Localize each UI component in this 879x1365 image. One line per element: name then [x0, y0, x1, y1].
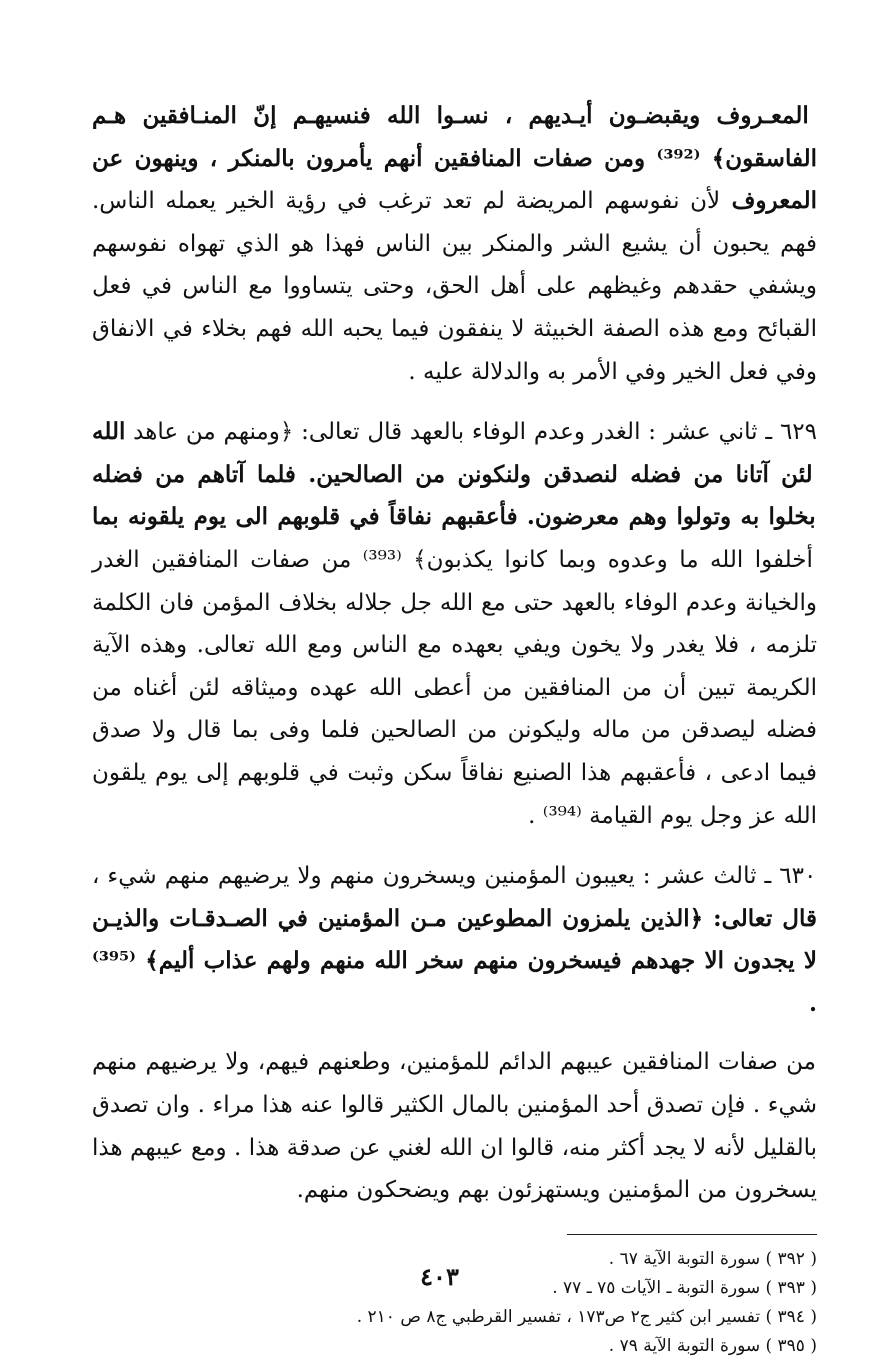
text-line: الله لئن آتانا من فضله لنصدقن ولنكونن من الصالحين. فلما آتاهم من فضله — [92, 418, 813, 488]
text-line: يجدون الا جهدهم فيسخرون منهم سخر الله منهم ولهم عذاب أليم﴾ ⁽³⁹⁵⁾ . — [92, 947, 817, 1017]
footnote-395: ( ٣٩٥ ) سورة التوبة الآية ٧٩ . — [608, 1335, 817, 1356]
text-line: أخلفوا الله ما وعدوه وبما كانوا يكذبون﴾ ⁽³⁹³⁾ من صفات المنافقين الغدر — [92, 546, 813, 573]
footnote-393: ( ٣٩٣ ) سورة التوبة ـ الآيات ٧٥ ـ ٧٧ . — [552, 1277, 817, 1298]
text-line: لأن نفوسهم المريضة لم تعد ترغب في رؤية الخير يعمله الناس. فهم يحبون أن يشيع — [92, 188, 817, 257]
text-line: من المنافقين من أعطى الله عهده وميثاقه لئن أغناه من فضله ليصدقن من ماله — [92, 674, 817, 744]
text-line: من صفات المنافقين عيبهم الدائم للمؤمنين، وطعنهم فيهم، ولا يرضيهم منهم — [92, 1049, 816, 1076]
text-line: وليكونن من الصالحين فلما وفى بما قال ولا صدق فيما ادعى ، فأعقبهم هذا الصنيع نفاقاً — [92, 717, 817, 786]
text-line: لأنه لا يجد أكثر منه، قالوا ان الله لغني عن صدقة هذا . ومع عيبهم هذا يسخرون — [92, 1134, 817, 1204]
text-line: أهل الحق، وحتى يتساووا مع الناس في فعل القبائح ومع هذه الصفة الخبيثة لا ينفقون — [92, 273, 817, 342]
paragraph-1 — [92, 95, 817, 393]
text-line: ٦٣٠ ـ ثالث عشر : يعيبون المؤمنين ويسخرون منهم ولا يرضيهم منهم شيء ، — [92, 863, 817, 890]
paragraph-630 — [92, 855, 817, 1025]
text-line: من المؤمنين ويستهزئون بهم ويضحكون منهم. — [296, 1177, 728, 1204]
page-number: ٤٠٣ — [420, 1262, 459, 1291]
text-line: الشر والمنكر بين الناس فهذا هو الذي تهواه نفوسهم ويشفي حقدهم وغيظهم على — [92, 230, 818, 300]
footnote-392: ( ٣٩٢ ) سورة التوبة الآية ٦٧ . — [608, 1248, 817, 1269]
text-line: قال تعالى: ﴿الذين يلمزون المطوعين مـن المؤمنين في الصـدقـات والذيـن لا — [92, 904, 818, 975]
footnote-394: ( ٣٩٤ ) تفسير ابن كثير ج٢ ص١٧٣ ، تفسير القرطبي ج٨ ص ٢١٠ . — [356, 1306, 817, 1327]
text-line: المعـروف ويقبضـون أيـديهم ، نسـوا الله فنسيهـم إنّ المنـافقين هـم — [92, 102, 809, 129]
footnote-divider — [567, 1234, 817, 1235]
text-line: بخلوا به وتولوا وهم معرضون. فأعقبهم نفاقاً في قلوبهم الى يوم يلقونه بما — [92, 503, 816, 531]
text-line: فلا يغدر ولا يخون ويفي بعهده مع الناس ومع الله تعالى. وهذه الآية الكريمة تبين أن — [92, 632, 817, 701]
text-line: فيما يحبه الله فهم بخلاء في الانفاق وفي فعل الخير وفي الأمر به والدلالة عليه . — [92, 315, 817, 385]
paragraph-629 — [92, 411, 817, 837]
text-line: سكن وثبت في قلوبهم إلى يوم يلقون الله عز وجل يوم القيامة ⁽³⁹⁴⁾ . — [92, 759, 817, 829]
text-line: ٦٢٩ ـ ثاني عشر : الغدر وعدم الوفاء بالعهد قال تعالى: ﴿ومنهم من عاهد — [125, 419, 817, 446]
text-line: شيء . فإن تصدق أحد المؤمنين بالمال الكثير قالوا عنه هذا مراء . وان تصدق بالقليل — [92, 1092, 817, 1161]
text-line: الفاسقون﴾ ⁽³⁹²⁾ ومن صفات المنافقين أنهم يأمرون بالمنكر ، وينهون عن المعروف — [92, 144, 818, 215]
paragraph-4 — [92, 1041, 817, 1211]
text-line: والخيانة وعدم الوفاء بالعهد حتى مع الله جل جلاله بخلاف المؤمن فان الكلمة تلزمه ، — [92, 589, 818, 659]
